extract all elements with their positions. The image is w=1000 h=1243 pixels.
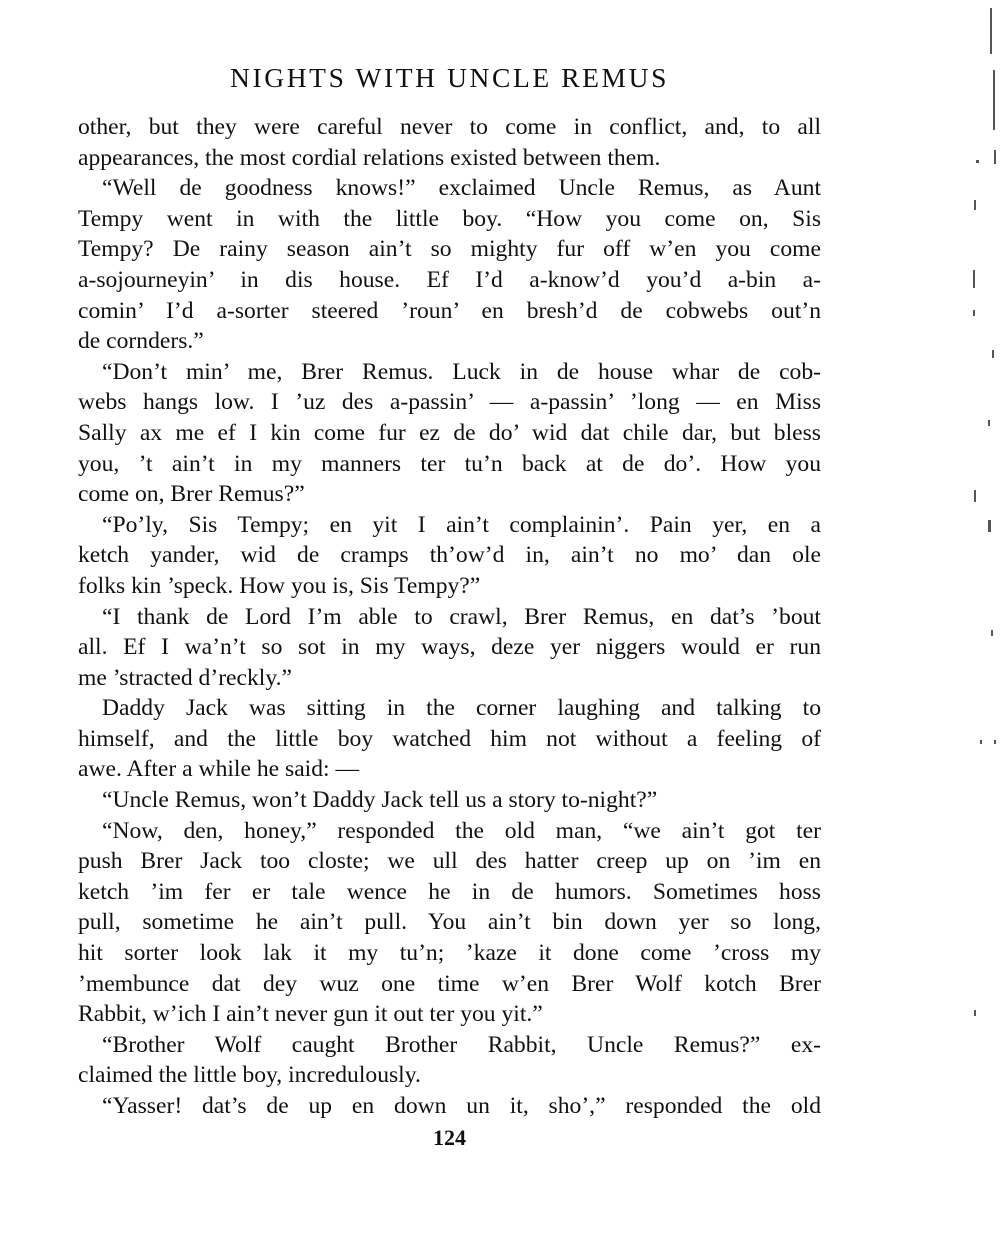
scan-speck	[973, 310, 975, 316]
scan-speck	[993, 70, 995, 130]
paragraph	[78, 173, 821, 357]
text-line: “Don’t min’ me, Brer Remus. Luck in de house whar de cob-	[102, 358, 821, 385]
scan-speck	[992, 350, 994, 358]
text-line: Daddy Jack was sitting in the corner laughing and talking to	[102, 695, 821, 722]
text-line: Tempy? De rainy season ain’t so mighty fur off w’en you come	[78, 236, 821, 263]
text-line: pull, sometime he ain’t pull. You ain’t bin down yer so long,	[78, 909, 821, 936]
text-line: come on, Brer Remus?”	[78, 481, 305, 508]
text-line: webs hangs low. I ’uz des a-passin’ — a-passin’ ’long — en Miss	[78, 389, 821, 416]
scan-speck	[988, 520, 991, 532]
paragraph	[78, 693, 821, 785]
text-line: other, but they were careful never to come in conflict, and, to all	[78, 114, 821, 140]
text-line: a-sojourneyin’ in dis house. Ef I’d a-know’d you’d a-bin a-	[78, 266, 821, 293]
text-line: himself, and the little boy watched him not without a feeling of	[78, 725, 821, 752]
text-line: “Brother Wolf caught Brother Rabbit, Uncle Remus?” ex-	[102, 1031, 821, 1058]
scan-speck	[973, 270, 975, 288]
scan-speck	[991, 630, 993, 636]
paragraph	[78, 1091, 821, 1122]
paragraph	[78, 1030, 821, 1091]
text-line: you, ’t ain’t in my manners ter tu’n back at de do’. How you	[78, 450, 821, 477]
paragraph	[78, 510, 821, 602]
text-line: appearances, the most cordial relations existed between them.	[78, 144, 661, 171]
text-line: ketch yander, wid de cramps th’ow’d in, ain’t no mo’ dan ole	[78, 542, 821, 569]
scan-edge-specks	[970, 0, 1000, 1243]
text-line: folks kin ’speck. How you is, Sis Tempy?”	[78, 572, 481, 599]
text-line: ketch ’im fer er tale wence he in de humors. Sometimes hoss	[78, 878, 821, 905]
scan-speck	[988, 420, 990, 426]
paragraph	[78, 602, 821, 694]
text-line: Rabbit, w’ich I ain’t never gun it out ter you yit.”	[78, 1001, 543, 1028]
scan-speck	[994, 740, 996, 744]
text-line: claimed the little boy, incredulously.	[78, 1062, 421, 1089]
page-number: 124	[433, 1125, 466, 1150]
text-line: “Po’ly, Sis Tempy; en yit I ain’t complainin’. Pain yer, en a	[102, 511, 821, 538]
text-line: all. Ef I wa’n’t so sot in my ways, deze yer niggers would er run	[78, 634, 821, 661]
scan-speck	[974, 200, 976, 210]
scan-speck	[974, 1010, 976, 1016]
body-text	[78, 112, 821, 1122]
scan-speck	[976, 160, 979, 163]
paragraph	[78, 785, 821, 816]
scan-speck	[974, 490, 976, 502]
text-line: comin’ I’d a-sorter steered ’roun’ en bresh’d de cobwebs out’n	[78, 297, 821, 324]
text-line: Tempy went in with the little boy. “How you come on, Sis	[78, 205, 821, 232]
text-line: “Now, den, honey,” responded the old man, “we ain’t got ter	[102, 817, 821, 844]
text-line: “Yasser! dat’s de up en down un it, sho’,” responded the old	[102, 1093, 821, 1119]
text-line: awe. After a while he said: —	[78, 756, 360, 783]
text-line: me ’stracted d’reckly.”	[78, 664, 292, 691]
text-line: “Uncle Remus, won’t Daddy Jack tell us a story to-night?”	[102, 787, 658, 814]
text-line: hit sorter look lak it my tu’n; ’kaze it done come ’cross my	[78, 940, 821, 967]
text-line: de cornders.”	[78, 328, 204, 355]
paragraph	[78, 112, 821, 173]
text-line: push Brer Jack too closte; we ull des hatter creep up on ’im en	[78, 848, 821, 875]
text-line: ’membunce dat dey wuz one time w’en Brer Wolf kotch Brer	[78, 970, 821, 997]
text-line: Sally ax me ef I kin come fur ez de do’ wid dat chile dar, but bless	[78, 419, 821, 446]
scan-speck	[994, 150, 996, 164]
text-line: “Well de goodness knows!” exclaimed Uncle Remus, as Aunt	[102, 175, 821, 202]
running-title: NIGHTS WITH UNCLE REMUS	[230, 62, 669, 93]
scan-speck	[990, 8, 992, 54]
scan-speck	[980, 740, 982, 744]
text-line: “I thank de Lord I’m able to crawl, Brer Remus, en dat’s ’bout	[102, 603, 821, 630]
paragraph	[78, 357, 821, 510]
paragraph	[78, 816, 821, 1030]
